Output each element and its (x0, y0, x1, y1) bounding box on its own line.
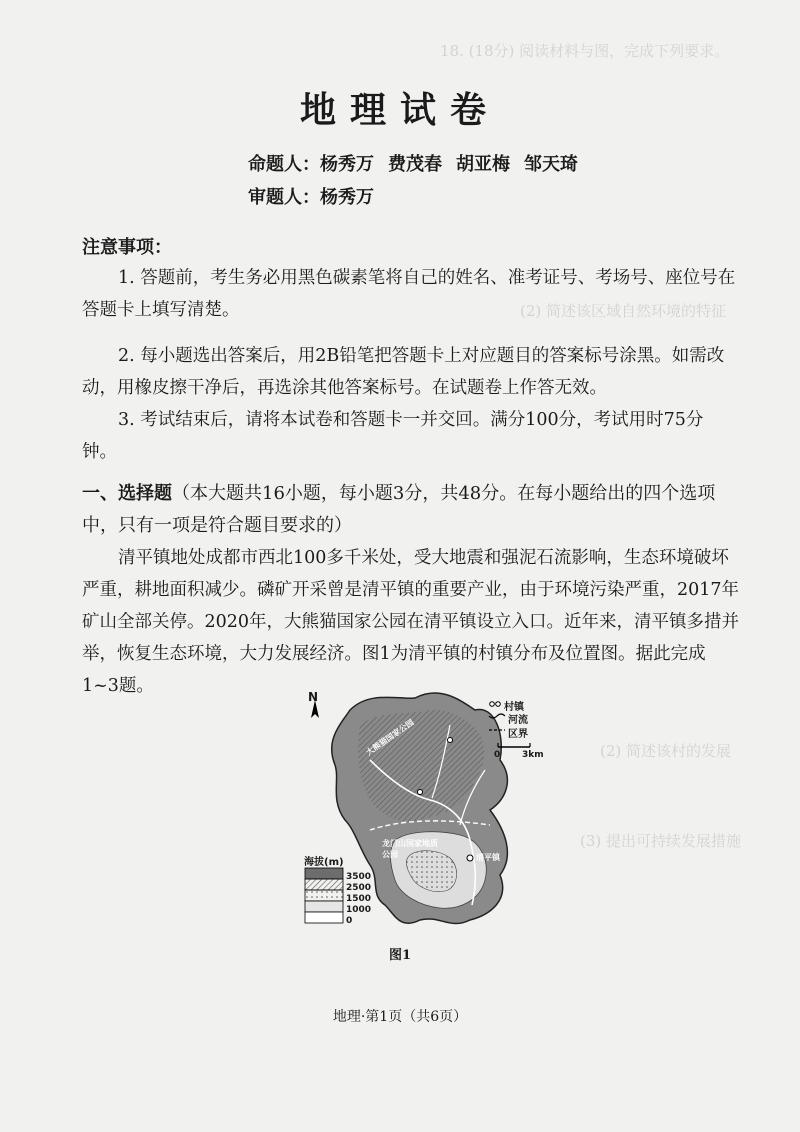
notice-item: 2. 每小题选出答案后，用2B铅笔把答题卡上对应题目的答案标号涂黑。如需改动，用橡皮擦干净后，再选涂其他答案标号。在试题卷上作答无效。 (82, 346, 725, 398)
north-label: N (308, 690, 319, 704)
author-name: 费茂春 (388, 154, 442, 175)
elevation-level: 2500 (346, 883, 372, 893)
geopark-label: 龙门山国家地质公园 (382, 839, 438, 859)
park-label: 大熊猫国家公园 (364, 717, 416, 758)
figure-caption: 图1 (388, 948, 412, 963)
bleed-through-text: (2) 简述该村的发展 (600, 742, 732, 760)
bleed-through-text: (3) 提出可持续发展措施 (580, 832, 742, 850)
page-footer: 地理·第1页（共6页） (332, 1009, 468, 1025)
section-description: （本大题共16小题，每小题3分，共48分。在每小题给出的四个选项中，只有一项是符合题目要求的） (82, 483, 716, 536)
authors-label: 命题人： (248, 154, 320, 175)
elevation-level: 1000 (346, 905, 372, 915)
elevation-swatch (305, 901, 343, 912)
section-heading (82, 478, 742, 542)
elevation-swatch (305, 879, 343, 890)
town-marker (418, 790, 423, 795)
elevation-level: 0 (346, 916, 353, 926)
authors-line (248, 150, 592, 176)
legend-river-label: 河流 (508, 715, 528, 726)
town-name-label: 清平镇 (476, 853, 500, 862)
elevation-swatch (305, 912, 343, 923)
section-title: 一、选择题 (82, 483, 172, 504)
author-name: 杨秀万 (320, 154, 374, 175)
legend-boundary-label: 区界 (508, 729, 528, 740)
elevation-swatch (305, 890, 343, 901)
town-marker (467, 855, 473, 861)
scale-start-label: 0 (494, 750, 501, 760)
elevation-level: 3500 (346, 872, 372, 882)
town-marker (448, 738, 453, 743)
elevation-level: 1500 (346, 894, 372, 904)
reviewer-label: 审题人： (248, 187, 320, 208)
exam-title: 地理试卷 (299, 89, 500, 131)
legend-town-label: 村镇 (504, 702, 524, 713)
elevation-swatch (305, 868, 343, 879)
town-legend-icon (496, 702, 501, 707)
bleed-through-text: 18. (18分) 阅读材料与图，完成下列要求。 (440, 42, 730, 60)
elevation-title: 海拔(m) (304, 857, 344, 868)
notice-heading: 注意事项： (82, 237, 172, 258)
author-name: 邹天琦 (524, 154, 578, 175)
reviewer-name: 杨秀万 (320, 187, 374, 208)
map-figure (300, 680, 560, 940)
reviewer-line (248, 183, 388, 209)
notice-item: 3. 考试结束后，请将本试卷和答题卡一并交回。满分100分，考试用时75分钟。 (82, 410, 704, 462)
notice-item: 1. 答题前，考生务必用黑色碳素笔将自己的姓名、准考证号、考场号、座位号在答题卡上填写清楚。 (82, 268, 736, 320)
bleed-through-text: (2) 简述该区域自然环境的特征 (520, 302, 727, 320)
question-intro: 清平镇地处成都市西北100多千米处，受大地震和强泥石流影响，生态环境破坏严重，耕地面积减少。磷矿开采曾是清平镇的重要产业，由于环境污染严重，2017年矿山全部关停。2020年，大熊猫国家公园在清平镇设立入口。近年来，清平镇多措并举，恢复生态环境，大力发展经济。图1为清平镇的村镇分布及位置图。据此完成1~3题。 (82, 548, 740, 696)
town-legend-icon (490, 702, 495, 707)
author-name: 胡亚梅 (456, 154, 510, 175)
scale-end-label: 3km (522, 750, 544, 760)
